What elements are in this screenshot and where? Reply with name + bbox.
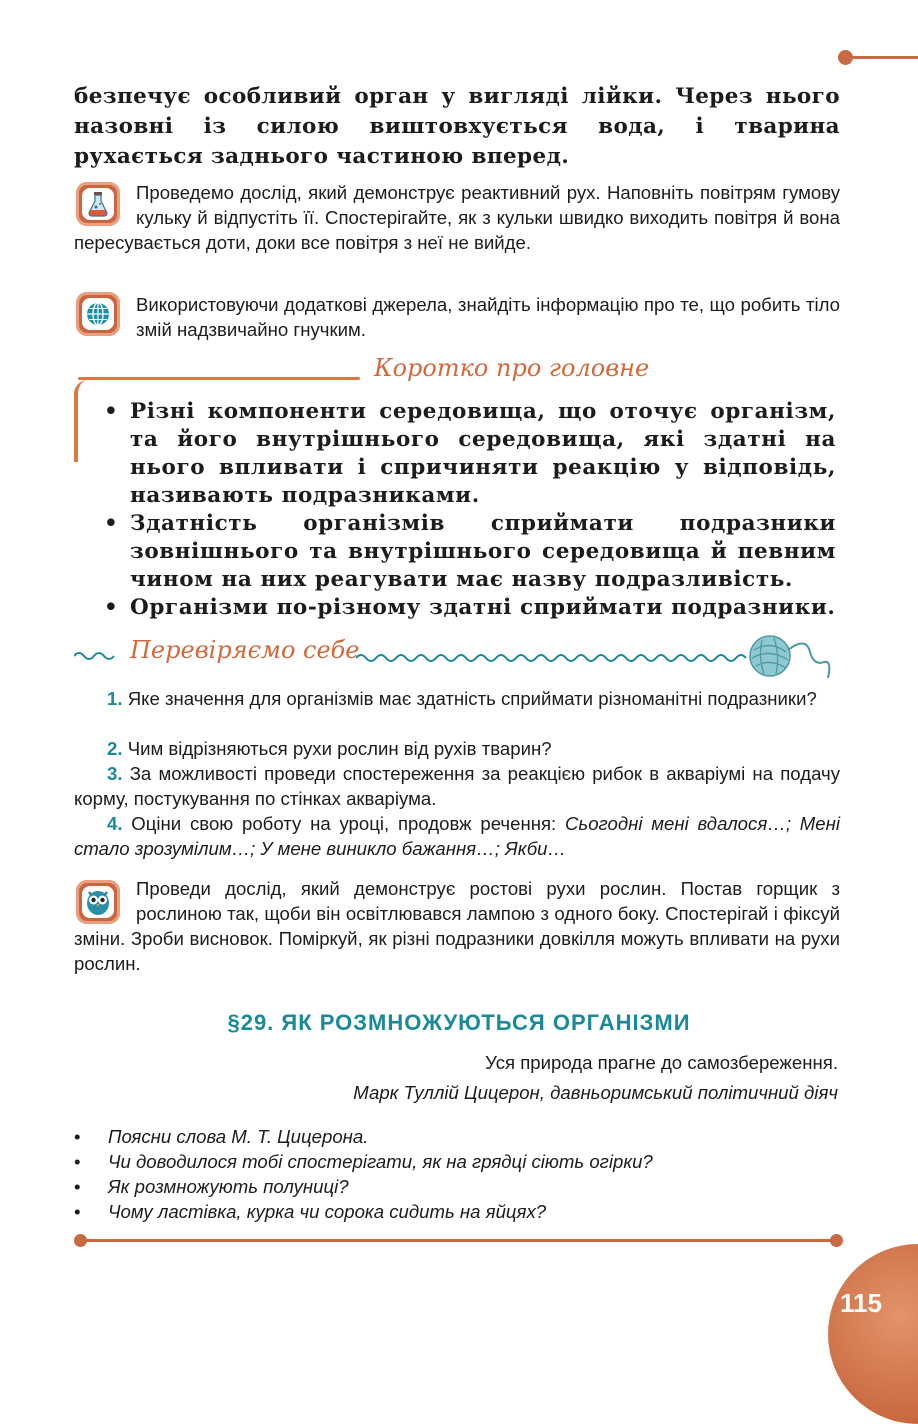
paragraph-heading: §29. ЯК РОЗМНОЖУЮТЬСЯ ОРГАНІЗМИ bbox=[227, 1010, 691, 1035]
research-text: Використовуючи додаткові джерела, знайдіть інформацію про те, що робить тіло змій надзвичайно гнучким. bbox=[136, 294, 840, 340]
wave-right-decor bbox=[356, 650, 748, 664]
bottom-divider-dot-left bbox=[74, 1234, 87, 1247]
question-1: 1. Яке значення для організмів має здатність сприймати різноманітні подразники? bbox=[107, 688, 817, 709]
self-check-title: Перевіряємо себе bbox=[130, 636, 360, 664]
epigraph-author: Марк Туллій Цицерон, давньоримський політичний діяч bbox=[353, 1082, 838, 1103]
epigraph-quote: Уся природа прагне до самозбереження. bbox=[485, 1052, 838, 1073]
yarn-ball-icon bbox=[748, 632, 834, 682]
top-decor-dot bbox=[838, 50, 853, 65]
wave-left-decor bbox=[74, 648, 118, 662]
intro-paragraph: безпечує особливий орган у вигляді лійки. Через нього назовні із силою виштовхується вода, і тварина рухається заднього частиною вперед. bbox=[74, 84, 840, 169]
experiment1-text: Проведемо дослід, який демонструє реактивний рух. Наповніть повітрям гумову кульку й відпустіть її. Спостерігайте, як з кульки швидко виходить повітря й вона пересувається доти, доки все повітря з неї не вийде. bbox=[74, 182, 840, 253]
question-4: 4. Оціни свою роботу на уроці, продовж речення: Сьогодні мені вдалося…; Мені стало зрозумілим…; У мене виникло бажання…; Якби… bbox=[74, 813, 840, 859]
intro-questions-list bbox=[74, 1124, 834, 1224]
experiment2-text: Проведи дослід, який демонструє ростові рухи рослин. Постав горщик з рослиною так, щоби він освітлювався лампою з одного боку. Спостерігай і фіксуй зміни. Зроби висновок. Поміркуй, як різні подразники довкілля можуть впливати на рухи рослин. bbox=[74, 878, 840, 974]
summary-list bbox=[104, 398, 836, 622]
intro-question: • Як розмножують полуниці? bbox=[74, 1174, 834, 1199]
question-3: 3. За можливості проведи спостереження за реакцією рибок в акваріумі на подачу корму, постукування по стінках акваріума. bbox=[74, 763, 840, 809]
summary-item: • Організми по-різному здатні сприймати подразники. bbox=[104, 594, 836, 622]
page-number: 115 bbox=[840, 1288, 882, 1318]
intro-question: • Чому ластівка, курка чи сорока сидить на яйцях? bbox=[74, 1199, 834, 1224]
bottom-divider-dot-right bbox=[830, 1234, 843, 1247]
summary-item: • Різні компоненти середовища, що оточує організм, та його внутрішнього середовища, які здатні на нього впливати і спричиняти реакцію у відповідь, називають подразниками. bbox=[104, 398, 836, 510]
summary-title: Коротко про головне bbox=[374, 354, 650, 382]
top-decor-line bbox=[846, 56, 918, 59]
summary-item: • Здатність організмів сприймати подразники зовнішнього та внутрішнього середовища й певним чином на них реагувати має назву подразливість. bbox=[104, 510, 836, 594]
summary-decor-curve bbox=[74, 380, 88, 462]
globe-icon bbox=[76, 292, 120, 336]
bottom-divider bbox=[80, 1239, 836, 1242]
intro-question: • Поясни слова М. Т. Цицерона. bbox=[74, 1124, 834, 1149]
page-number-tab bbox=[828, 1244, 918, 1424]
question-2: 2. Чим відрізняються рухи рослин від рухів тварин? bbox=[107, 738, 552, 759]
intro-question: • Чи доводилося тобі спостерігати, як на грядці сіють огірки? bbox=[74, 1149, 834, 1174]
summary-decor-line bbox=[78, 377, 360, 380]
